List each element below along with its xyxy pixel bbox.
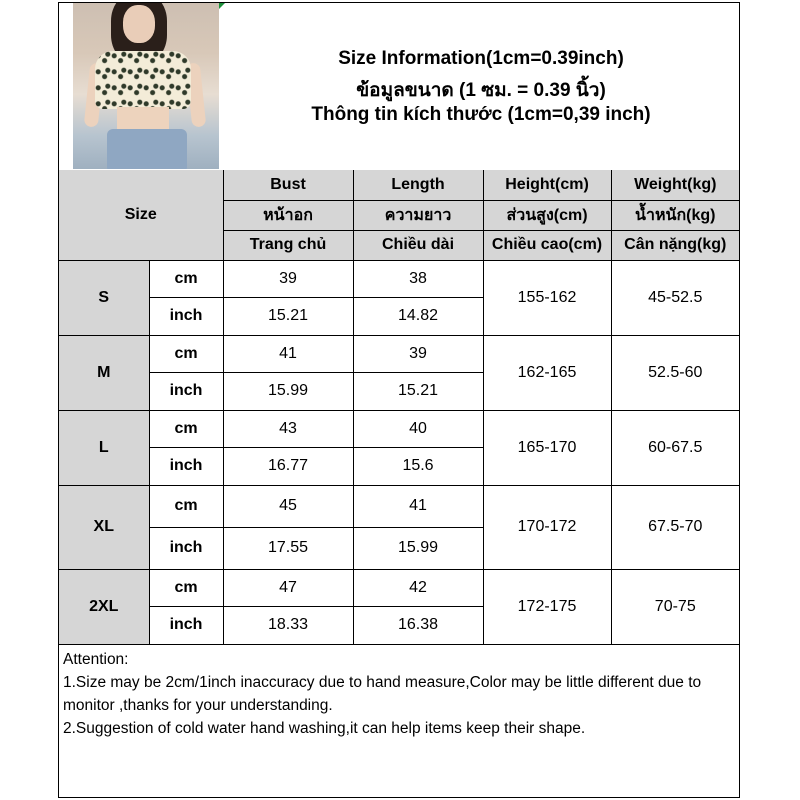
unit-inch: inch: [149, 447, 223, 485]
title-english: Size Information(1cm=0.39inch): [338, 48, 624, 69]
unit-cm: cm: [149, 485, 223, 527]
height-range: 165-170: [483, 410, 611, 485]
note-line-1: 1.Size may be 2cm/1inch inaccuracy due to hand measure,Color may be little different due to monitor ,thanks for your understanding.: [63, 674, 702, 714]
length-cm: 39: [353, 335, 483, 372]
col-header-height-en: Height(cm): [483, 170, 611, 200]
size-label-m: M: [59, 335, 149, 410]
weight-range: 60-67.5: [611, 410, 739, 485]
unit-cm: cm: [149, 569, 223, 606]
weight-range: 45-52.5: [611, 260, 739, 335]
bust-inch: 15.21: [223, 297, 353, 335]
col-header-length-th: ความยาว: [353, 200, 483, 230]
bust-inch: 16.77: [223, 447, 353, 485]
title-vietnamese: Thông tin kích thước (1cm=0,39 inch): [311, 104, 651, 125]
size-header: Size: [59, 170, 223, 260]
length-cm: 42: [353, 569, 483, 606]
length-cm: 40: [353, 410, 483, 447]
weight-range: 52.5-60: [611, 335, 739, 410]
product-photo: [73, 3, 219, 169]
length-inch: 16.38: [353, 606, 483, 644]
col-header-bust-th: หน้าอก: [223, 200, 353, 230]
bust-cm: 39: [223, 260, 353, 297]
size-table: [59, 170, 739, 645]
size-chart-sheet: [58, 2, 740, 798]
height-range: 170-172: [483, 485, 611, 569]
height-range: 162-165: [483, 335, 611, 410]
title-thai: ข้อมูลขนาด (1 ซม. = 0.39 นิ้ว): [356, 80, 606, 101]
unit-inch: inch: [149, 606, 223, 644]
col-header-bust-vi: Trang chủ: [223, 230, 353, 260]
col-header-height-th: ส่วนสูง(cm): [483, 200, 611, 230]
length-inch: 14.82: [353, 297, 483, 335]
col-header-weight-en: Weight(kg): [611, 170, 739, 200]
col-header-weight-th: น้ำหนัก(kg): [611, 200, 739, 230]
size-label-xl: XL: [59, 485, 149, 569]
height-range: 155-162: [483, 260, 611, 335]
col-header-height-vi: Chiều cao(cm): [483, 230, 611, 260]
length-cm: 38: [353, 260, 483, 297]
length-inch: 15.21: [353, 372, 483, 410]
unit-inch: inch: [149, 527, 223, 569]
bust-cm: 43: [223, 410, 353, 447]
length-inch: 15.99: [353, 527, 483, 569]
attention-notes: [63, 648, 739, 740]
notes-heading: Attention:: [63, 651, 129, 668]
bust-inch: 18.33: [223, 606, 353, 644]
note-line-2: 2.Suggestion of cold water hand washing,it can help items keep their shape.: [63, 720, 586, 737]
bust-cm: 45: [223, 485, 353, 527]
height-range: 172-175: [483, 569, 611, 644]
weight-range: 70-75: [611, 569, 739, 644]
unit-cm: cm: [149, 410, 223, 447]
col-header-length-en: Length: [353, 170, 483, 200]
col-header-weight-vi: Cân nặng(kg): [611, 230, 739, 260]
bust-inch: 15.99: [223, 372, 353, 410]
weight-range: 67.5-70: [611, 485, 739, 569]
unit-inch: inch: [149, 297, 223, 335]
bust-inch: 17.55: [223, 527, 353, 569]
size-chart-header: [59, 3, 739, 171]
length-cm: 41: [353, 485, 483, 527]
col-header-length-vi: Chiều dài: [353, 230, 483, 260]
length-inch: 15.6: [353, 447, 483, 485]
corner-marker: [219, 3, 225, 9]
unit-inch: inch: [149, 372, 223, 410]
size-label-s: S: [59, 260, 149, 335]
unit-cm: cm: [149, 260, 223, 297]
bust-cm: 47: [223, 569, 353, 606]
size-label-l: L: [59, 410, 149, 485]
bust-cm: 41: [223, 335, 353, 372]
col-header-bust-en: Bust: [223, 170, 353, 200]
size-label-2xl: 2XL: [59, 569, 149, 644]
unit-cm: cm: [149, 335, 223, 372]
